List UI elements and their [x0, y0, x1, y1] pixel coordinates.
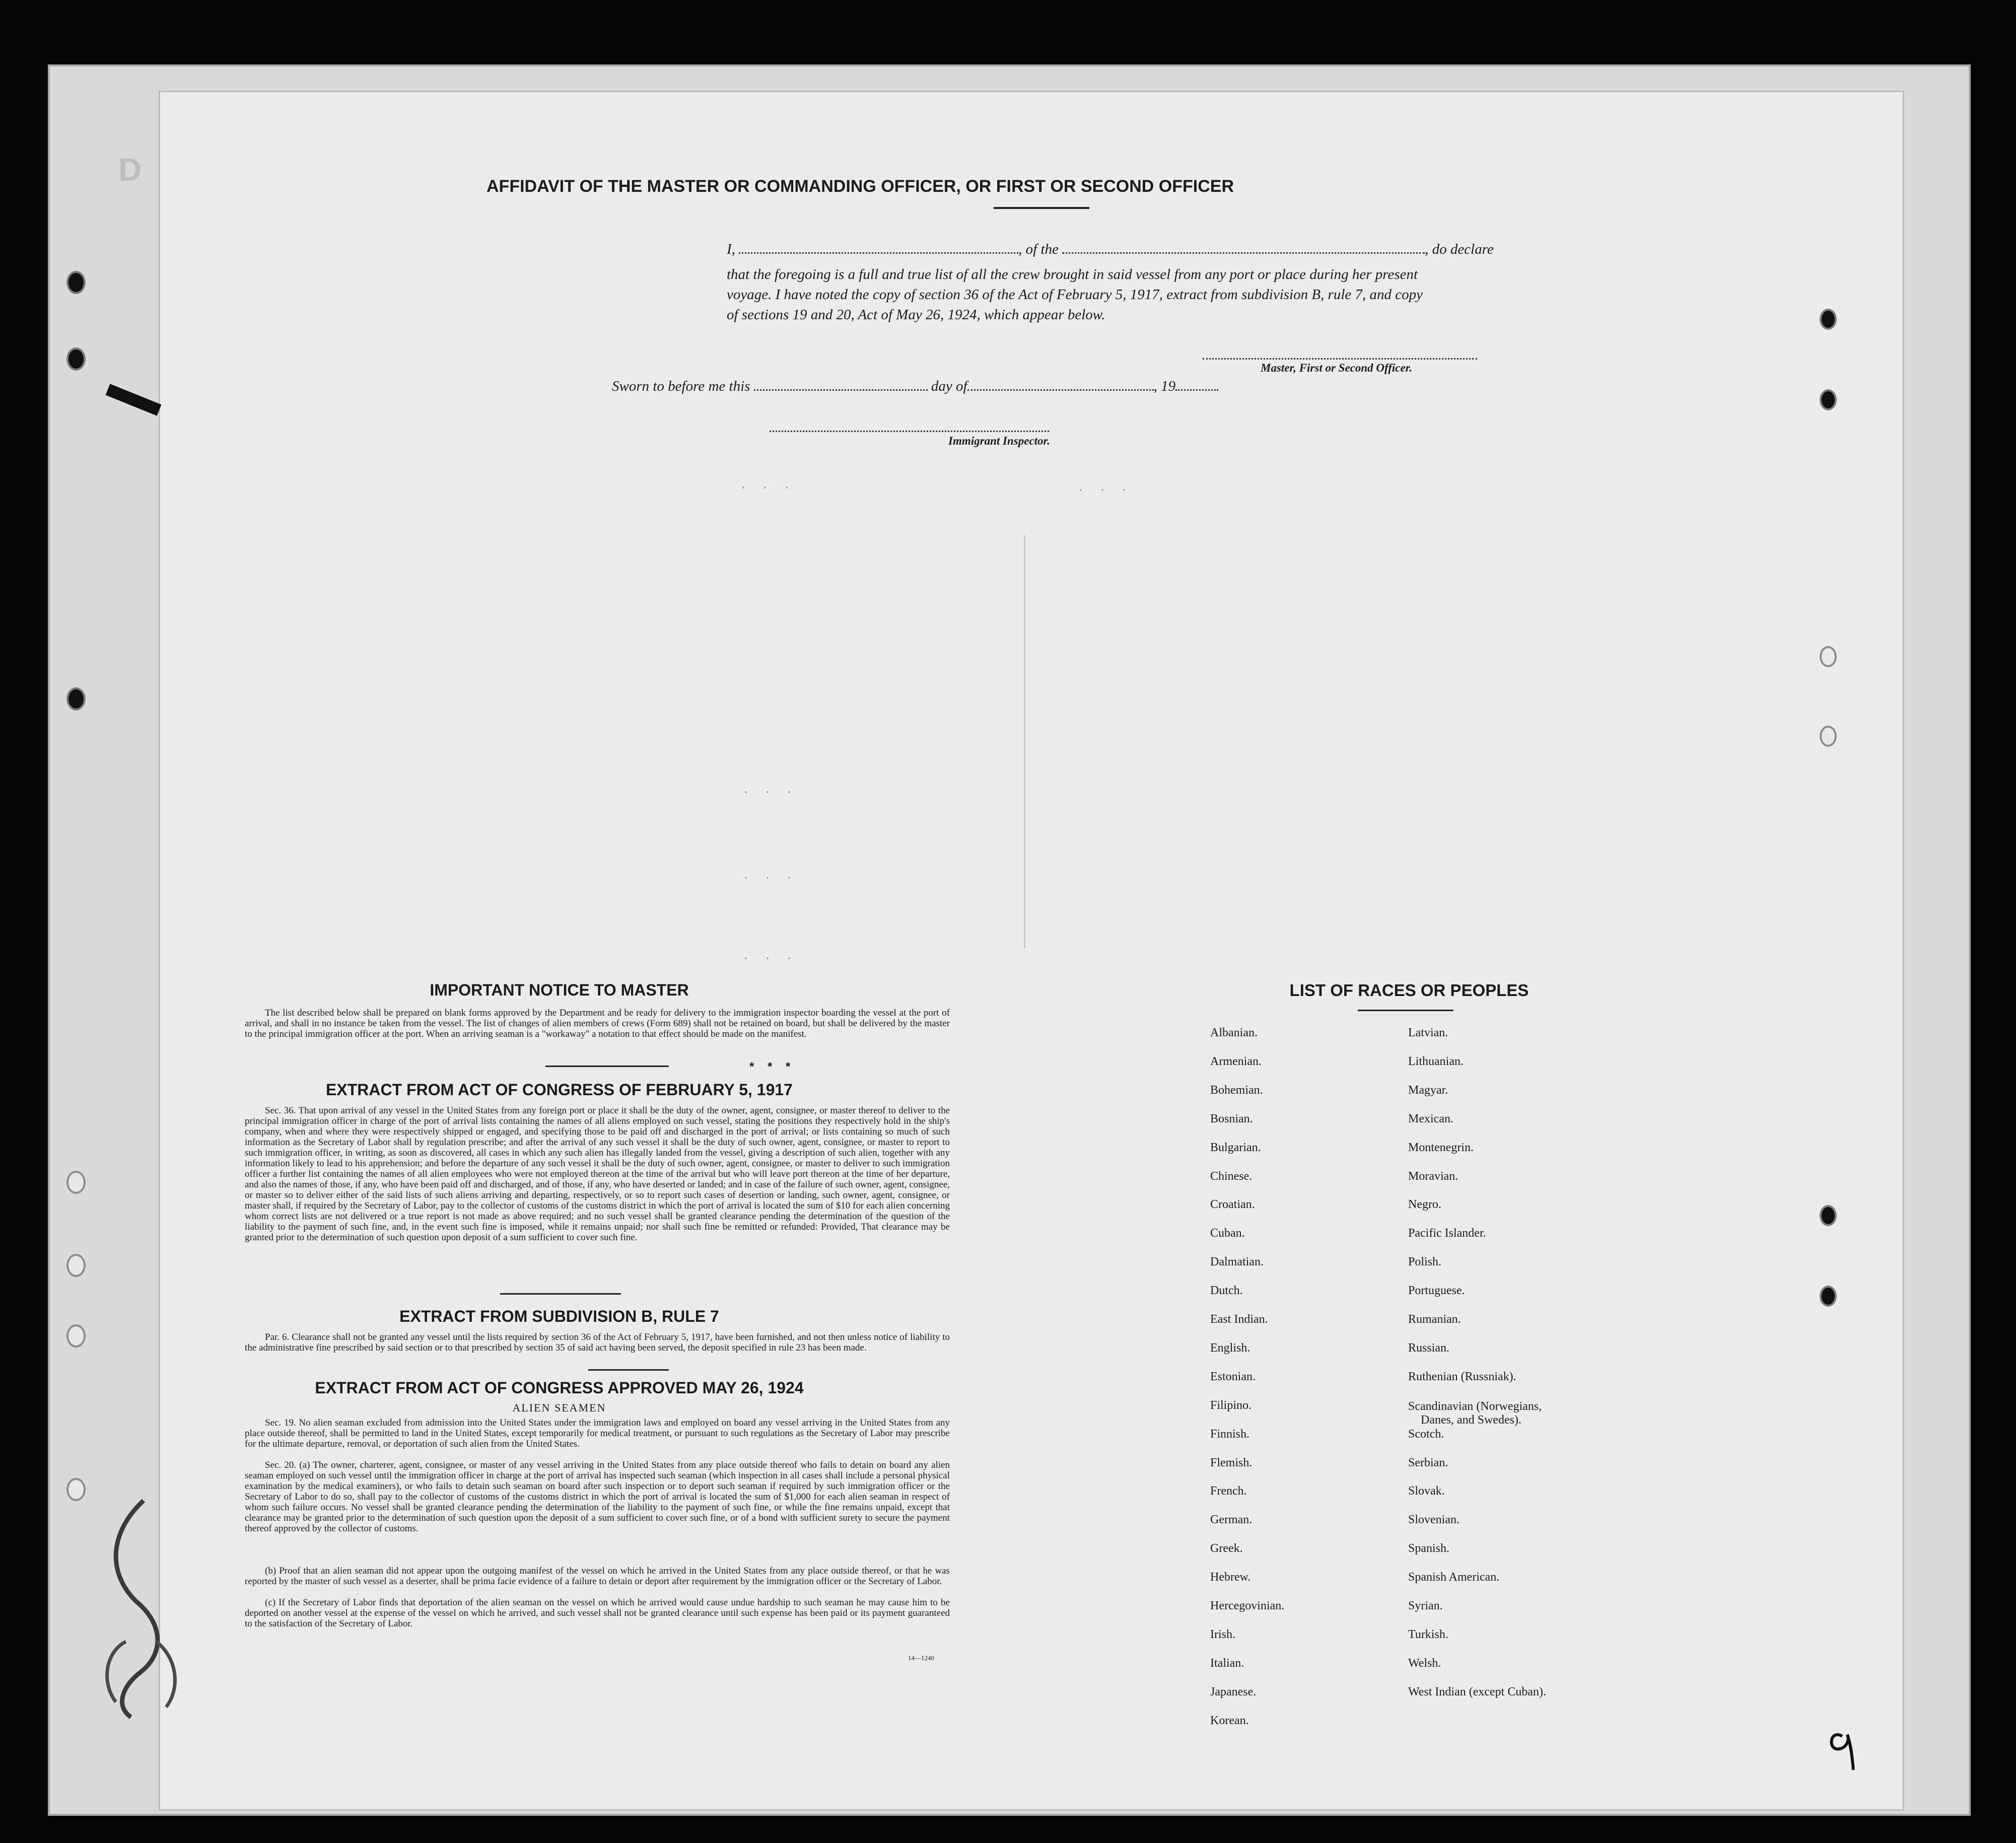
race-entry: Hebrew.	[1210, 1571, 1251, 1584]
race-entry: Slovak.	[1408, 1484, 1445, 1498]
race-entry: Negro.	[1408, 1198, 1441, 1212]
race-entry: Russian.	[1408, 1341, 1450, 1355]
race-entry: Serbian.	[1408, 1456, 1448, 1469]
race-entry: English.	[1210, 1341, 1250, 1355]
binder-hole	[66, 271, 86, 294]
race-entry: Montenegrin.	[1408, 1141, 1474, 1154]
declaration-suffix: , do declare	[1425, 241, 1494, 257]
binder-hole	[1820, 726, 1837, 747]
race-entry: Scotch.	[1408, 1427, 1444, 1441]
race-entry: Portuguese.	[1408, 1284, 1465, 1298]
affidavit-declaration-line	[727, 237, 1699, 261]
races-title-underline	[1358, 1010, 1453, 1011]
race-entry: Syrian.	[1408, 1599, 1443, 1612]
affidavit-body-line: voyage. I have noted the copy of section 36 of the Act of February 5, 1917, extract from subdivision B, rule 7, and copy	[727, 287, 1423, 303]
race-entry: Finnish.	[1210, 1427, 1250, 1441]
race-entry: Mexican.	[1408, 1112, 1453, 1125]
binder-hole	[66, 1171, 86, 1194]
binder-hole	[1820, 309, 1837, 330]
section-divider	[500, 1293, 621, 1295]
bleed-through-mark: . . .	[742, 868, 797, 883]
race-entry: Korean.	[1210, 1714, 1249, 1727]
extract-1924-title: EXTRACT FROM ACT OF CONGRESS APPROVED MAY 26, 1924	[315, 1379, 804, 1397]
bleed-through-mark: D	[118, 152, 142, 188]
inspector-signature-line[interactable]	[770, 431, 1049, 432]
race-entry: French.	[1210, 1484, 1247, 1498]
binder-hole	[1820, 1286, 1837, 1307]
affidavit-body-line: that the foregoing is a full and true list of all the crew brought in said vessel from any port or place during her present	[727, 266, 1418, 282]
race-entry: Spanish American.	[1408, 1571, 1500, 1584]
section-19-text: Sec. 19. No alien seaman excluded from admission into the United States under the immigration laws and employed on board any vessel arriving in the United States from any place outside thereof, shall be permitted to land in the United States, except temporarily for medical treatment, or pursuant to such regulations as the Secretary of Labor may prescribe for the ultimate departure, removal, or deportation of such alien from the United States.	[245, 1417, 950, 1449]
officer-name-field[interactable]	[739, 239, 1018, 254]
section-20a-text: Sec. 20. (a) The owner, charterer, agent, consignee, or master of any vessel arriving in the United States from any place outside thereof who fails to detain on board any alien seaman employed on such vessel until the immigration officer in charge at the port of arrival has inspected such seaman (which inspection in all cases shall include a personal physical examination by the medical examiners), or who fails to detain such seaman on board after such inspection or to deport such seaman if required by such immigration officer or the Secretary of Labor to do so, shall pay to the collector of customs of the customs district in which the port of arrival is located the sum of $1,000 for each alien seaman in respect of whom such failure occurs. No vessel shall be granted clearance pending the determination of the liability to the payment of such fine, or while the fine remains unpaid, except that clearance may be granted prior to the determination of such question upon the deposit of a sum sufficient to cover such fine, or of a bond with sufficient surety to secure the payment thereof approved by the collector of customs.	[245, 1460, 950, 1534]
sworn-line	[612, 374, 1418, 398]
handwritten-page-number	[1822, 1724, 1862, 1774]
race-entry: Slovenian.	[1408, 1513, 1459, 1527]
master-signature-caption: Master, First or Second Officer.	[1261, 362, 1413, 374]
inspector-signature-caption: Immigrant Inspector.	[948, 435, 1050, 447]
race-entry: Ruthenian (Russniak).	[1408, 1370, 1516, 1383]
race-entry: Cuban.	[1210, 1227, 1245, 1240]
sworn-year-prefix: , 19	[1153, 378, 1176, 394]
notice-text: The list described below shall be prepared on blank forms approved by the Department and be ready for delivery to the immigration inspector boarding the vessel at the port of arrival, and shall in no instance be taken from the vessel. The list of changes of alien members of crews (Form 689) shall not be retained on board, but shall be delivered by the master to the principal immigration officer at the port. When an arriving seaman is a "workaway" a notation to that effect should be made on the manifest.	[245, 1008, 950, 1039]
race-entry: Bosnian.	[1210, 1112, 1253, 1125]
binder-hole	[66, 1478, 86, 1501]
race-entry: Croatian.	[1210, 1198, 1255, 1212]
races-title: LIST OF RACES OR PEOPLES	[1289, 981, 1529, 1000]
race-entry: Pacific Islander.	[1408, 1227, 1486, 1240]
affidavit-title: AFFIDAVIT OF THE MASTER OR COMMANDING OFFICER, OR FIRST OR SECOND OFFICER	[486, 177, 1234, 196]
race-entry: Filipino.	[1210, 1398, 1252, 1412]
race-entry: Chinese.	[1210, 1169, 1253, 1183]
race-entry: East Indian.	[1210, 1313, 1268, 1326]
manifest-back-page	[159, 91, 1904, 1811]
race-entry: Irish.	[1210, 1627, 1235, 1641]
race-entry: Dalmatian.	[1210, 1255, 1264, 1269]
race-entry: Turkish.	[1408, 1627, 1448, 1641]
extract-rule7-text: Par. 6. Clearance shall not be granted any vessel until the lists required by section 36 of the Act of February 5, 1917, have been furnished, and not then unless notice of liability to the administrative fine prescribed by said section or to that prescribed by section 35 of said act having been served, the deposit specified in rule 23 has been made.	[245, 1332, 950, 1353]
vessel-prefix: , of the	[1018, 241, 1059, 257]
form-number: 14—1240	[908, 1654, 934, 1662]
section-20c-text: (c) If the Secretary of Labor finds that deportation of the alien seaman on the vessel on which he arrived would cause undue hardship to such seaman he may cause him to be deported on another vessel at the expense of the vessel on which he arrived, and such vessel shall not be granted clearance until such expense has been paid or its payment guaranteed to the satisfaction of the Secretary of Labor.	[245, 1597, 950, 1629]
race-entry: Dutch.	[1210, 1284, 1243, 1298]
extract-rule7-title: EXTRACT FROM SUBDIVISION B, RULE 7	[399, 1307, 719, 1325]
race-entry: West Indian (except Cuban).	[1408, 1685, 1546, 1698]
race-entry: Bulgarian.	[1210, 1141, 1261, 1154]
bleed-through-mark: . . .	[742, 782, 797, 797]
bleed-through-mark: . . .	[742, 948, 797, 963]
binder-hole	[66, 1254, 86, 1277]
affidavit-body-line: of sections 19 and 20, Act of May 26, 1924, which appear below.	[727, 307, 1105, 323]
fold-line	[1024, 535, 1025, 948]
race-entry: Danes, and Swedes).	[1421, 1413, 1521, 1427]
binder-hole	[66, 687, 86, 711]
notice-title: IMPORTANT NOTICE TO MASTER	[430, 981, 689, 999]
title-underline	[994, 207, 1089, 209]
section-separator: * * *	[749, 1060, 796, 1074]
race-entry: Albanian.	[1210, 1026, 1258, 1039]
binder-hole	[1820, 646, 1837, 667]
section-20b-text: (b) Proof that an alien seaman did not appear upon the outgoing manifest of the vessel on which he arrived in the United States from any place outside thereof, or that he was reported by the master of such vessel as a deserter, shall be prima facie evidence of a failure to detain or deport after requirement by the immigration officer or the Secretary of Labor.	[245, 1566, 950, 1587]
race-entry: Armenian.	[1210, 1054, 1262, 1068]
race-entry: Flemish.	[1210, 1456, 1253, 1469]
master-signature-line[interactable]	[1203, 358, 1477, 360]
race-entry: German.	[1210, 1513, 1253, 1527]
race-entry: Latvian.	[1408, 1026, 1448, 1039]
handwritten-pencil-mark	[96, 1491, 201, 1722]
binder-hole	[1820, 1205, 1837, 1226]
sworn-day-of: day of	[931, 378, 967, 394]
race-entry: Estonian.	[1210, 1370, 1256, 1383]
race-entry: Rumanian.	[1408, 1313, 1461, 1326]
race-entry: Magyar.	[1408, 1083, 1448, 1097]
race-entry: Polish.	[1408, 1255, 1442, 1269]
race-entry: Greek.	[1210, 1542, 1243, 1555]
section-divider	[588, 1369, 669, 1371]
sworn-prefix: Sworn to before me this	[612, 378, 750, 394]
sworn-year-field[interactable]	[1175, 376, 1218, 391]
sworn-month-field[interactable]	[967, 376, 1154, 391]
binder-hole	[66, 1324, 86, 1348]
alien-seamen-subtitle: ALIEN SEAMEN	[512, 1401, 606, 1414]
binder-hole	[1820, 389, 1837, 410]
bleed-through-mark: . . .	[1077, 480, 1132, 495]
extract-1917-title: EXTRACT FROM ACT OF CONGRESS OF FEBRUARY 5, 1917	[326, 1081, 793, 1099]
section-divider	[545, 1066, 669, 1067]
race-entry: Moravian.	[1408, 1169, 1458, 1183]
race-entry: Spanish.	[1408, 1542, 1450, 1555]
race-entry: Scandinavian (Norwegians,	[1408, 1399, 1542, 1413]
race-entry: Italian.	[1210, 1656, 1244, 1670]
race-entry: Hercegovinian.	[1210, 1599, 1285, 1612]
race-entry: Welsh.	[1408, 1656, 1441, 1670]
bleed-through-mark: . . .	[739, 477, 794, 492]
race-entry: Lithuanian.	[1408, 1054, 1464, 1068]
vessel-name-field[interactable]	[1062, 239, 1425, 254]
race-entry: Bohemian.	[1210, 1083, 1263, 1097]
race-entry: Japanese.	[1210, 1685, 1257, 1698]
binder-hole	[66, 347, 86, 371]
extract-1917-text: Sec. 36. That upon arrival of any vessel in the United States from any foreign port or place it shall be the duty of the owner, agent, consignee, or master thereof to deliver to the principal immigration officer in charge of the port of arrival lists containing the names of all aliens employed on such vessel, stating the positions they respectively hold in the ship's company, when and where they were respectively shipped or engaged, and specifying those to be paid off and discharged in the port of arrival; or lists containing so much of such information as the Secretary of Labor shall by regulation prescribe; and after the arrival of any such vessel it shall be the duty of such owner, agent, consignee, or master to report to such immigration officer, in writing, as soon as discovered, all cases in which any such alien has illegally landed from the vessel, giving a description of such alien, together with any information likely to lead to his apprehension; and before the departure of any such vessel it shall be the duty of such owner, agent, consignee, or master to deliver to such immigration officer a further list containing the names of all alien employees who were not employed thereon at the time of the arrival but who will leave port thereon at the time of her departure, and also the names of those, if any, who have been paid off and discharged, and of those, if any, who have deserted or landed; and in case of the failure of such owner, agent, consignee, or master so to deliver either of the said lists of such aliens arriving and departing, respectively, or so to report such cases of desertion or landing, such owner, agent, consignee, or master shall, if required by the Secretary of Labor, pay to the collector of customs of the customs district in which the port of arrival is located the sum of $10 for each alien concerning whom correct lists are not delivered or a true report is not made as above required; and no such vessel shall be granted clearance pending the determination of the question of the liability to the payment of such fine, and, in the event such fine is imposed, while it remains unpaid; nor shall such fine be remitted or refunded: Provided, That clearance may be granted prior to the determination of such question upon deposit of a sum sufficient to cover such fine.	[245, 1105, 950, 1243]
declarant-prefix: I,	[727, 241, 735, 257]
sworn-day-field[interactable]	[754, 376, 928, 391]
